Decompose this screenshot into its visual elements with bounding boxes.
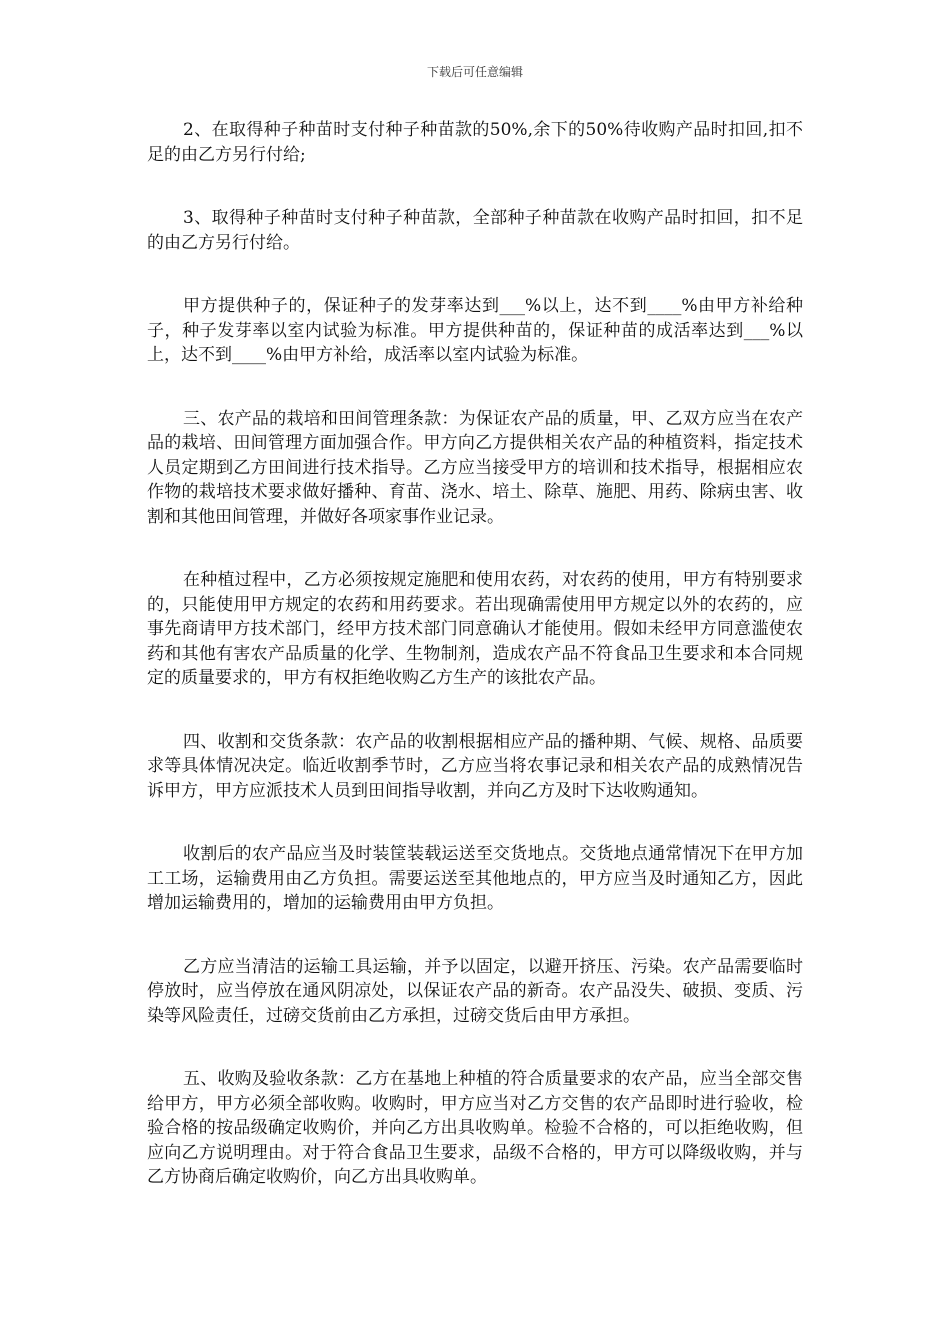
paragraph-cultivation-terms: 三、农产品的栽培和田间管理条款：为保证农产品的质量，甲、乙双方应当在农产品的栽培、田间管理方面加强合作。甲方向乙方提供相关农产品的种植资料，指定技术人员定期到乙方田间进行技术指导。乙方应当接受甲方的培训和技术指导，根据相应农作物的栽培技术要求做好播种、育苗、浇水、培土、除草、施肥、用药、除病虫害、收割和其他田间管理，并做好各项家事作业记录。 bbox=[147, 408, 803, 527]
document-body bbox=[147, 118, 803, 1229]
paragraph-harvest-delivery: 四、收割和交货条款：农产品的收割根据相应产品的播种期、气候、规格、品质要求等具体情况决定。临近收割季节时，乙方应当将农事记录和相关农产品的成熟情况告诉甲方，甲方应派技术人员到田间指导收割，并向乙方及时下达收购通知。 bbox=[147, 731, 803, 801]
paragraph-transport: 收割后的农产品应当及时装筐装载运送至交货地点。交货地点通常情况下在甲方加工工场，运输费用由乙方负担。需要运送至其他地点的，甲方应当及时通知乙方，因此增加运输费用的，增加的运输费用由甲方负担。 bbox=[147, 844, 803, 913]
paragraph-payment-option-3: 3、取得种子种苗时支付种子种苗款，全部种子种苗款在收购产品时扣回，扣不足的由乙方另行付给。 bbox=[147, 208, 803, 253]
paragraph-pesticide-use: 在种植过程中，乙方必须按规定施肥和使用农药，对农药的使用，甲方有特别要求的，只能使用甲方规定的农药和用药要求。若出现确需使用甲方规定以外的农药的，应事先商请甲方技术部门，经甲方技术部门同意确认才能使用。假如未经甲方同意滥使农药和其他有害农产品质量的化学、生物制剂，造成农产品不符食品卫生要求和本合同规定的质量要求的，甲方有权拒绝收购乙方生产的该批农产品。 bbox=[147, 570, 803, 688]
paragraph-acceptance-terms: 五、收购及验收条款：乙方在基地上种植的符合质量要求的农产品，应当全部交售给甲方，甲方必须全部收购。收购时，甲方应当对乙方交售的农产品即时进行验收，检验合格的按品级确定收购价，并向乙方出具收购单。检验不合格的，可以拒绝收购，但应向乙方说明理由。对于符合食品卫生要求，品级不合格的，甲方可以降级收购，并与乙方协商后确定收购价，向乙方出具收购单。 bbox=[147, 1069, 803, 1187]
paragraph-seed-guarantee: 甲方提供种子的，保证种子的发芽率达到___%以上，达不到____%由甲方补给种子，种子发芽率以室内试验为标准。甲方提供种苗的，保证种苗的成活率达到___%以上，达不到____%由甲方补给，成活率以室内试验为标准。 bbox=[147, 296, 803, 365]
paragraph-risk-liability: 乙方应当清洁的运输工具运输，并予以固定，以避开挤压、污染。农产品需要临时停放时，应当停放在通风阴凉处，以保证农产品的新奇。农产品没失、破损、变质、污染等风险责任，过磅交货前由乙方承担，过磅交货后由甲方承担。 bbox=[147, 956, 803, 1026]
paragraph-payment-option-2: 2、在取得种子种苗时支付种子种苗款的50%,余下的50%待收购产品时扣回,扣不足的由乙方另行付给; bbox=[147, 120, 803, 165]
page-header: 下载后可任意编辑 bbox=[426, 65, 523, 79]
